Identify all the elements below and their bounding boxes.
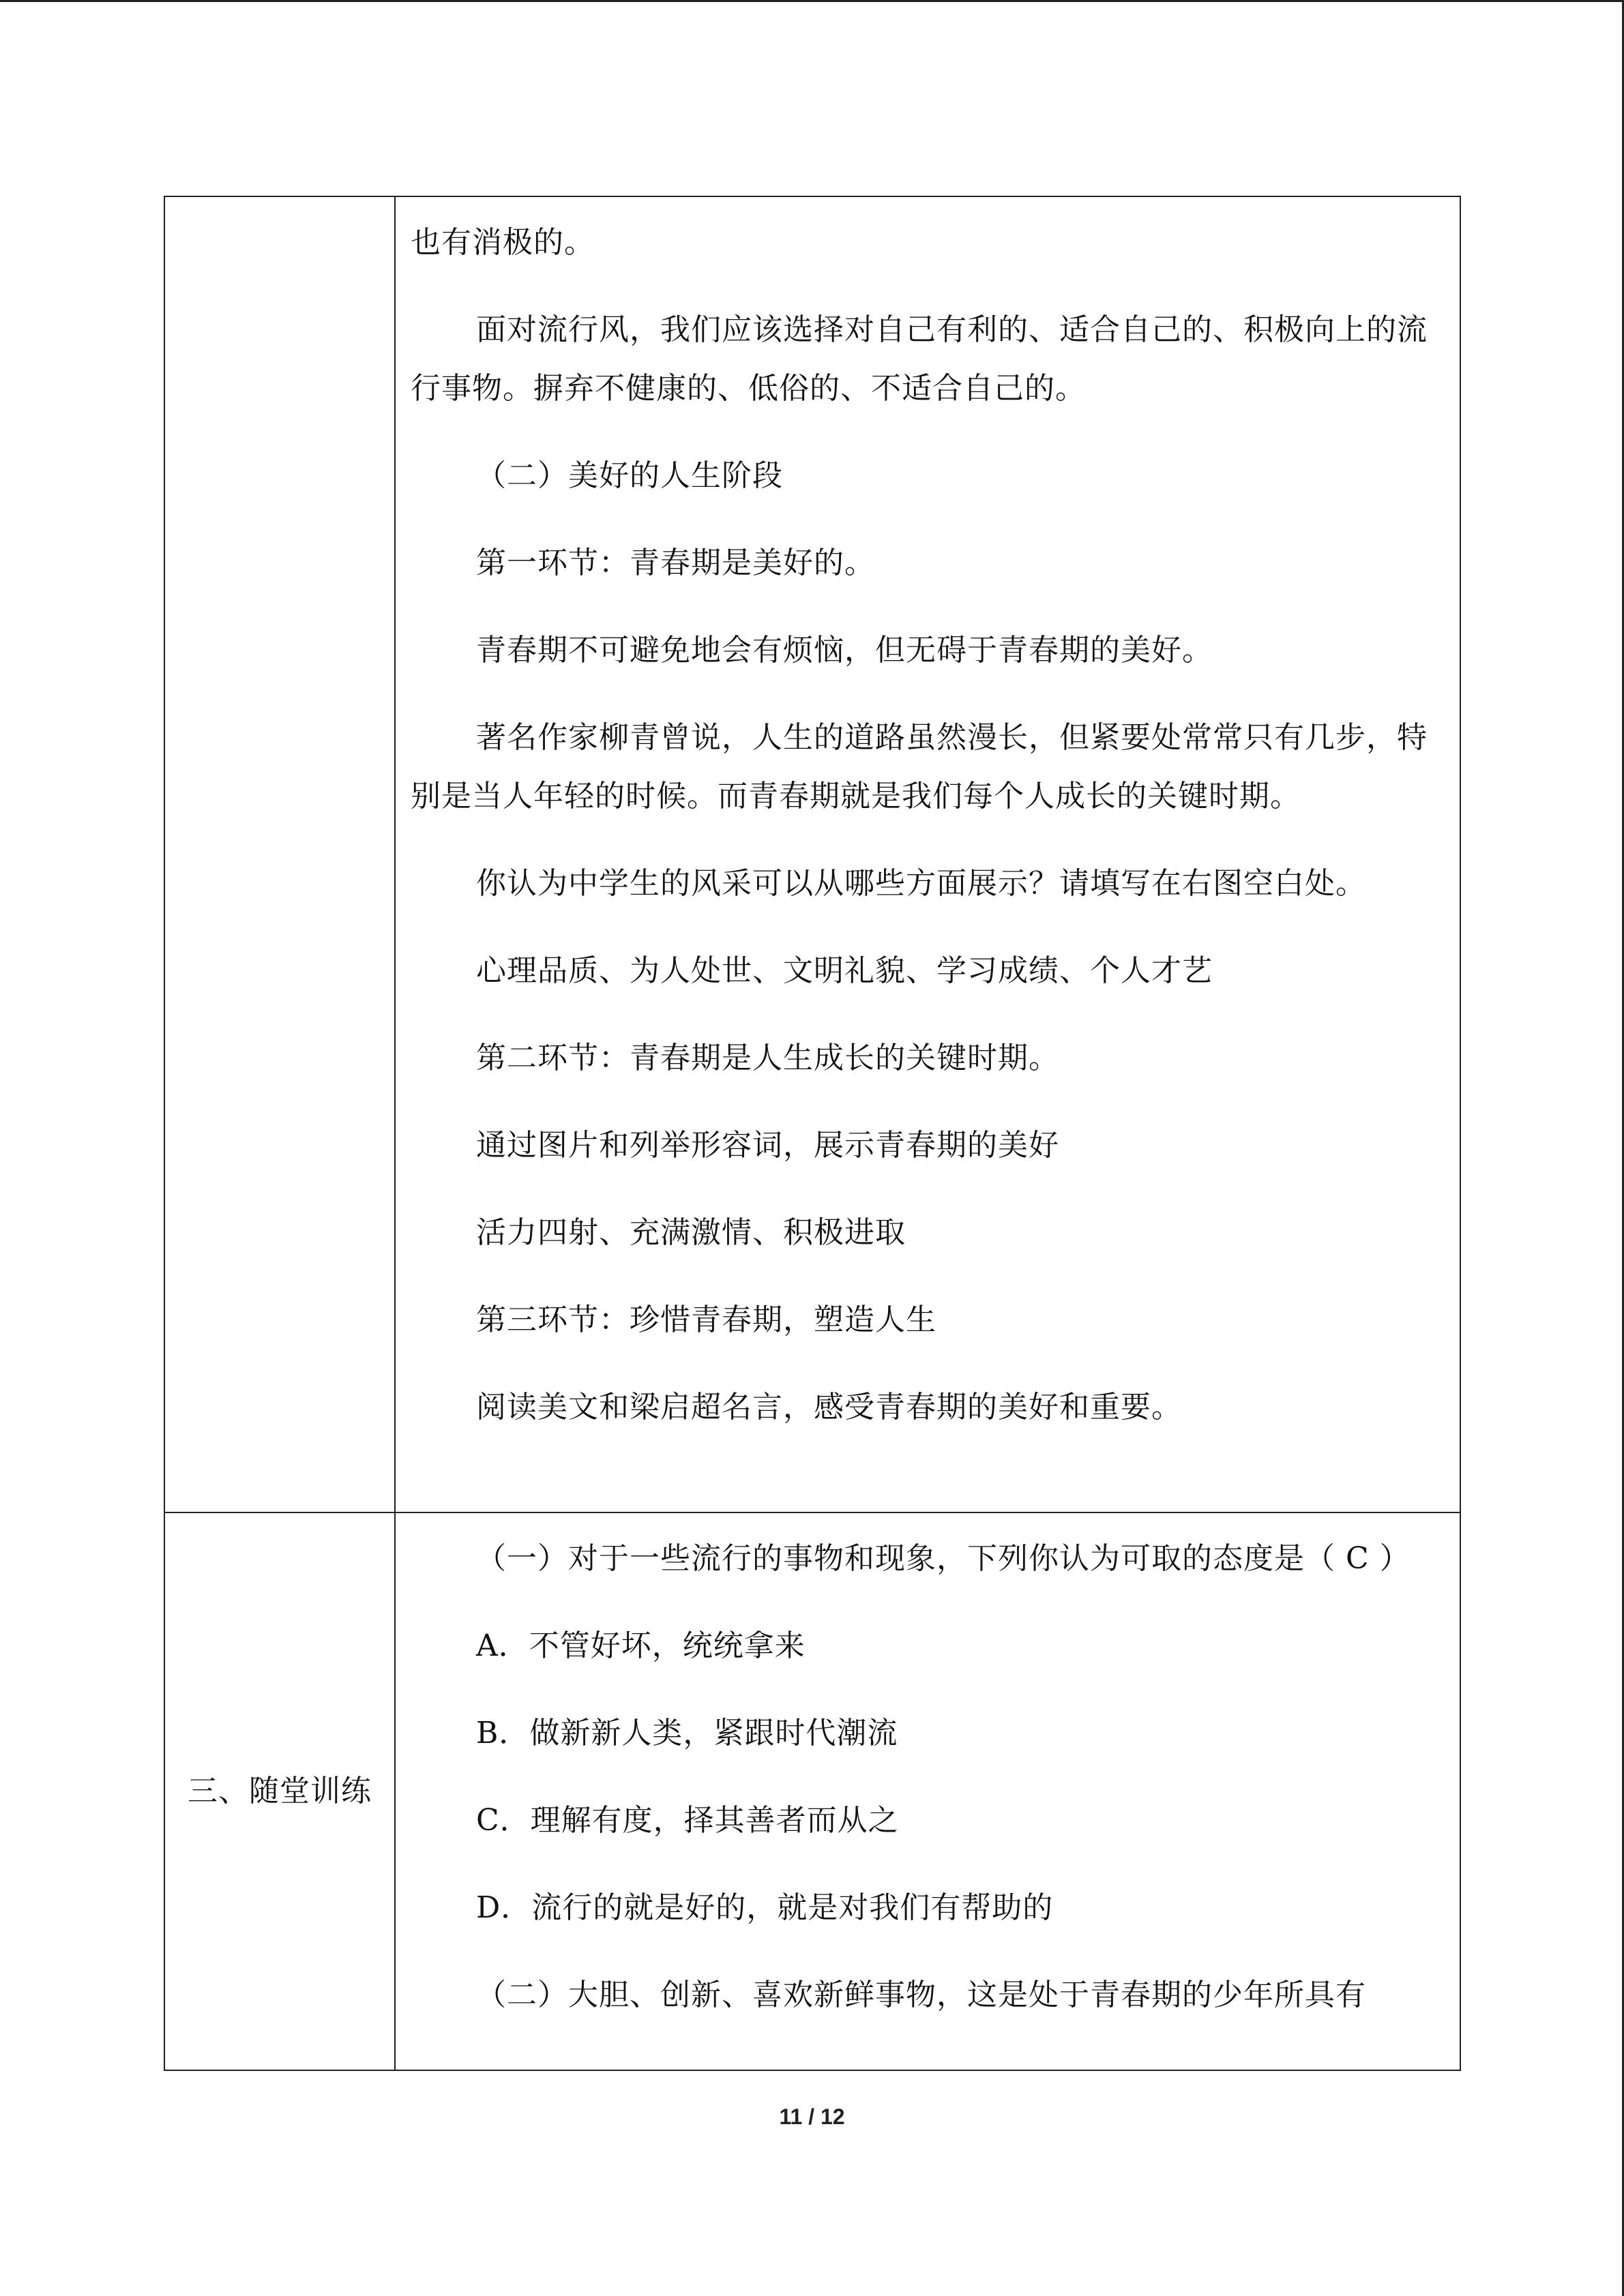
paragraph: 青春期不可避免地会有烦恼，但无碍于青春期的美好。 (476, 633, 1213, 668)
page-top-border (0, 0, 1624, 2)
question-1: （一）对于一些流行的事物和现象，下列你认为可取的态度是（ C ） (476, 1541, 1411, 1576)
paragraph: 第一环节：青春期是美好的。 (476, 546, 875, 580)
paragraph: 活力四射、充满激情、积极进取 (476, 1215, 906, 1250)
paragraph: 第二环节：青春期是人生成长的关键时期。 (476, 1041, 1059, 1075)
paragraph: 面对流行风，我们应该选择对自己有利的、适合自己的、积极向上的流行事物。摒弃不健康的、低俗的、不适合自己的。 (411, 312, 1428, 406)
option-c: C．理解有度，择其善者而从之 (476, 1803, 899, 1838)
table-row-lesson-content (164, 196, 1460, 1512)
section-label-cell (164, 1512, 395, 2070)
page-number: 11 / 12 (779, 2104, 845, 2129)
option-b: B．做新新人类，紧跟时代潮流 (476, 1716, 898, 1750)
paragraph: 通过图片和列举形容词，展示青春期的美好 (476, 1128, 1059, 1163)
subheading: （二）美好的人生阶段 (476, 458, 783, 493)
paragraph: 也有消极的。 (411, 225, 595, 260)
option-a: A．不管好坏，统统拿来 (476, 1628, 806, 1663)
section-label-cell-empty (164, 196, 395, 1512)
question-2: （二）大胆、创新、喜欢新鲜事物，这是处于青春期的少年所具有 (476, 1978, 1366, 2012)
section-content-cell (395, 196, 1460, 1512)
paragraph: 你认为中学生的风采可以从哪些方面展示？请填写在右图空白处。 (476, 866, 1366, 901)
option-d: D．流行的就是好的，就是对我们有帮助的 (476, 1890, 1054, 1925)
paragraph: 阅读美文和梁启超名言，感受青春期的美好和重要。 (476, 1390, 1182, 1425)
lesson-plan-table (164, 196, 1461, 2071)
section-label: 三、随堂训练 (188, 1774, 372, 1808)
paragraph: 心理品质、为人处世、文明礼貌、学习成绩、个人才艺 (476, 953, 1213, 988)
paragraph: 著名作家柳青曾说，人生的道路虽然漫长，但紧要处常常只有几步，特别是当人年轻的时候。而青春期就是我们每个人成长的关键时期。 (411, 720, 1428, 814)
paragraph: 第三环节：珍惜青春期，塑造人生 (476, 1302, 936, 1337)
practice-content-cell (395, 1512, 1460, 2070)
table-row-practice (164, 1512, 1460, 2070)
